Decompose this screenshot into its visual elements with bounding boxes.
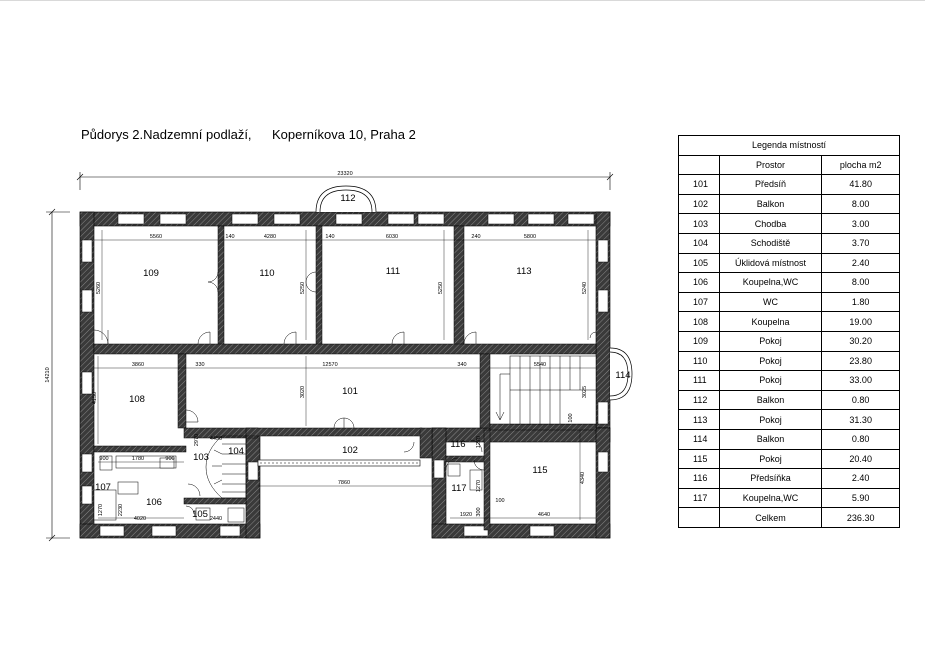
dim-340: 340 xyxy=(457,362,467,368)
legend-row xyxy=(679,429,900,449)
legend-room-area: 1.80 xyxy=(822,292,900,312)
legend-room-name: Balkon xyxy=(719,429,822,449)
dim-4280: 4280 xyxy=(263,234,277,240)
dim-4020: 4020 xyxy=(133,516,147,522)
dim-100a: 100 xyxy=(568,413,574,423)
dim-12570: 12570 xyxy=(322,362,338,368)
legend-room-area: 2.40 xyxy=(822,253,900,273)
legend-room-number: 103 xyxy=(679,214,720,234)
legend-room-name: Pokoj xyxy=(719,371,822,391)
legend-room-area: 19.00 xyxy=(822,312,900,332)
legend-row xyxy=(679,175,900,195)
legend-row xyxy=(679,253,900,273)
legend-room-number: 106 xyxy=(679,273,720,293)
legend-room-area: 3.70 xyxy=(822,233,900,253)
dim-2440: 2440 xyxy=(209,516,223,522)
legend-room-name: Balkon xyxy=(719,194,822,214)
dim-6030: 6030 xyxy=(385,234,399,240)
room-label-101: 101 xyxy=(342,386,358,397)
legend-room-area: 2.40 xyxy=(822,469,900,489)
plan-title: Půdorys 2.Nadzemní podlaží, xyxy=(81,127,252,142)
room-label-113: 113 xyxy=(516,266,532,277)
dim-5560: 5560 xyxy=(149,234,163,240)
legend-header-plocha: plocha m2 xyxy=(822,155,900,175)
legend-room-area: 23.80 xyxy=(822,351,900,371)
legend-room-number: 114 xyxy=(679,429,720,449)
legend-room-area: 30.20 xyxy=(822,331,900,351)
room-label-111: 111 xyxy=(385,266,401,277)
room-label-103: 103 xyxy=(193,452,209,463)
room-label-108: 108 xyxy=(129,394,145,405)
dim-5540: 5540 xyxy=(533,362,547,368)
dim-300: 300 xyxy=(476,507,482,517)
legend-row xyxy=(679,233,900,253)
dim-140b: 140 xyxy=(325,234,335,240)
legend-room-area: 8.00 xyxy=(822,273,900,293)
legend-room-name: Pokoj xyxy=(719,351,822,371)
dim-4150: 4150 xyxy=(92,391,98,405)
legend-row xyxy=(679,194,900,214)
room-label-102: 102 xyxy=(342,445,358,456)
legend-room-area: 41.80 xyxy=(822,175,900,195)
legend-row xyxy=(679,488,900,508)
legend-row xyxy=(679,312,900,332)
legend-room-area: 3.00 xyxy=(822,214,900,234)
legend-row xyxy=(679,351,900,371)
legend-row xyxy=(679,292,900,312)
legend-row xyxy=(679,331,900,351)
legend-room-number: 111 xyxy=(679,371,720,391)
dim-5250b: 5250 xyxy=(438,281,444,295)
balcony-102-railing xyxy=(258,460,420,466)
dim-1270c: 1270 xyxy=(476,479,482,493)
legend-room-number: 117 xyxy=(679,488,720,508)
room-label-109: 109 xyxy=(143,268,159,279)
dim-4340: 4340 xyxy=(580,471,586,485)
dim-overall-width: 23320 xyxy=(337,171,353,177)
dim-1270b: 1270 xyxy=(476,435,482,449)
legend-total-label: Celkem xyxy=(719,508,822,528)
room-label-114: 114 xyxy=(615,370,631,381)
legend-row xyxy=(679,214,900,234)
room-label-107: 107 xyxy=(95,482,111,493)
legend-total-area: 236.30 xyxy=(822,508,900,528)
legend-room-name: Úklidová místnost xyxy=(719,253,822,273)
legend-row xyxy=(679,390,900,410)
room-label-105: 105 xyxy=(192,509,208,520)
legend-room-area: 8.00 xyxy=(822,194,900,214)
legend-header-empty xyxy=(679,155,720,175)
dim-1780: 1780 xyxy=(131,456,145,462)
room-label-110: 110 xyxy=(259,268,275,279)
legend-room-name: Pokoj xyxy=(719,410,822,430)
room-label-116: 116 xyxy=(450,439,466,450)
legend-room-number: 104 xyxy=(679,233,720,253)
legend-room-area: 33.00 xyxy=(822,371,900,391)
dim-3025: 3025 xyxy=(582,385,588,399)
dim-2970: 2970 xyxy=(194,433,200,447)
legend-row xyxy=(679,371,900,391)
dim-7860: 7860 xyxy=(337,480,351,486)
legend-header-prostor: Prostor xyxy=(719,155,822,175)
legend-row xyxy=(679,410,900,430)
legend-room-number: 115 xyxy=(679,449,720,469)
legend-rows xyxy=(679,175,900,508)
legend-room-area: 5.90 xyxy=(822,488,900,508)
room-label-117: 117 xyxy=(451,483,467,494)
legend-room-name: WC xyxy=(719,292,822,312)
room-label-112: 112 xyxy=(340,193,356,204)
dim-900a: 900 xyxy=(99,456,109,462)
legend-row xyxy=(679,469,900,489)
dim-3020: 3020 xyxy=(300,385,306,399)
legend-row xyxy=(679,449,900,469)
legend-room-number: 102 xyxy=(679,194,720,214)
dim-1920: 1920 xyxy=(459,512,473,518)
dim-140a: 140 xyxy=(225,234,235,240)
dim-5800: 5800 xyxy=(523,234,537,240)
legend-room-name: Předsíňka xyxy=(719,469,822,489)
legend-room-area: 31.30 xyxy=(822,410,900,430)
legend-room-name: Koupelna xyxy=(719,312,822,332)
legend-room-number: 113 xyxy=(679,410,720,430)
legend-room-number: 109 xyxy=(679,331,720,351)
dim-900b: 900 xyxy=(165,456,175,462)
dim-330: 330 xyxy=(195,362,205,368)
room-label-104: 104 xyxy=(228,446,244,457)
legend-room-number: 112 xyxy=(679,390,720,410)
dim-100b: 100 xyxy=(495,498,505,504)
legend-room-area: 0.80 xyxy=(822,429,900,449)
dim-5260: 5260 xyxy=(96,281,102,295)
legend-room-number: 101 xyxy=(679,175,720,195)
legend-row xyxy=(679,273,900,293)
legend-room-number: 105 xyxy=(679,253,720,273)
plan-address: Koperníkova 10, Praha 2 xyxy=(272,127,416,142)
room-legend-table xyxy=(678,135,900,528)
legend-title: Legenda místností xyxy=(679,136,900,156)
dim-2230: 2230 xyxy=(118,503,124,517)
dim-5240: 5240 xyxy=(582,281,588,295)
legend-room-name: Koupelna,WC xyxy=(719,273,822,293)
room-label-106: 106 xyxy=(146,497,162,508)
legend-room-area: 20.40 xyxy=(822,449,900,469)
dim-240: 240 xyxy=(471,234,481,240)
legend-room-number: 108 xyxy=(679,312,720,332)
legend-room-area: 0.80 xyxy=(822,390,900,410)
legend-room-name: Balkon xyxy=(719,390,822,410)
dim-5250a: 5250 xyxy=(300,281,306,295)
legend-room-number: 110 xyxy=(679,351,720,371)
legend-room-name: Schodiště xyxy=(719,233,822,253)
room-label-115: 115 xyxy=(532,465,548,476)
legend-room-name: Pokoj xyxy=(719,449,822,469)
dim-1270a: 1270 xyxy=(98,503,104,517)
legend-room-name: Koupelna,WC xyxy=(719,488,822,508)
dim-4640: 4640 xyxy=(537,512,551,518)
dim-4450: 4450 xyxy=(209,436,223,442)
dim-overall-height: 14210 xyxy=(45,367,51,383)
legend-room-name: Chodba xyxy=(719,214,822,234)
legend-room-name: Pokoj xyxy=(719,331,822,351)
legend-room-number: 107 xyxy=(679,292,720,312)
legend-room-name: Předsíň xyxy=(719,175,822,195)
dim-3860: 3860 xyxy=(131,362,145,368)
legend-total-empty xyxy=(679,508,720,528)
legend-room-number: 116 xyxy=(679,469,720,489)
